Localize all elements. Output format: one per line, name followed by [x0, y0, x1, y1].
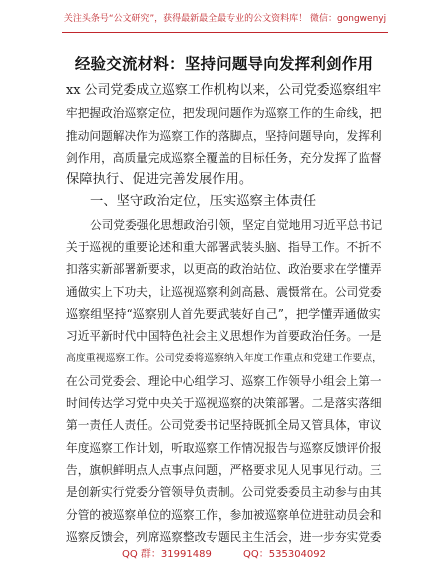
- header-banner: 关注头条号“公文研究”，获得最新最全最专业的公文资料库！ 微信：gongwenyj: [63, 14, 387, 24]
- section-heading: 一、坚守政治定位，压实巡察主体责任: [90, 194, 317, 210]
- body-line: 推动问题解决作为巡察工作的落脚点，坚持问题导向，发挥利: [66, 128, 382, 143]
- document-body: [66, 80, 384, 548]
- body-line: 扣落实新部署新要求，以更高的政治站位、政治要求在学懂弄: [66, 262, 382, 277]
- body-line: 在公司党委会、理论中心组学习、巡察工作领导小组会上第一: [66, 373, 382, 388]
- body-line: 牢把握政治巡察定位，把发现问题作为巡察工作的生命线，把: [66, 106, 382, 121]
- body-line: 巡察反馈会，列席巡察整改专题民主生活会，进一步夯实党委: [66, 529, 382, 544]
- body-line: 高度重视巡察工作。公司党委将巡察纳入年度工作重点和党建工作要点，: [66, 352, 383, 364]
- body-line: 关于巡视的重要论述和重大部署武装头脑、指导工作。不折不: [66, 240, 382, 255]
- body-line: 时间传达学习党中央关于巡视巡察的决策部署。二是落实落细: [66, 396, 382, 411]
- body-line: 是创新实行党委分管领导负责制。公司党委委员主动参与由其: [66, 485, 382, 500]
- page-footer: [0, 545, 448, 560]
- body-line: xx 公司党委成立巡察工作机构以来，公司党委巡察组牢: [66, 83, 382, 98]
- body-line: 保障执行、促进完善发展作用。: [66, 172, 253, 188]
- body-line: 通做实上下功夫，让巡视巡察利剑高悬、震慑常在。公司党委: [66, 284, 382, 299]
- header-divider: [62, 32, 388, 33]
- document-title: 经验交流材料：坚持问题导向发挥利剑作用: [74, 55, 374, 73]
- body-line: 年度巡察工作计划，听取巡察工作情况报告与巡察反馈评价报: [66, 440, 382, 455]
- body-line: 剑作用，高质量完成巡察全覆盖的目标任务，充分发挥了监督: [66, 150, 382, 165]
- body-line: 公司党委强化思想政治引领，坚定自觉地用习近平总书记: [90, 217, 383, 232]
- footer-qq: QQ：535304092: [243, 549, 327, 560]
- body-line: 分管的被巡察单位的巡察工作，参加被巡察单位进驻动员会和: [66, 507, 382, 522]
- footer-qq-group: QQ 群：31991489: [121, 549, 212, 560]
- body-line: 巡察组坚持“巡察别人首先要武装好自己”，把学懂弄通做实: [66, 306, 381, 321]
- body-line: 习近平新时代中国特色社会主义思想作为首要政治任务。一是: [66, 329, 382, 344]
- body-line: 第一责任人责任。公司党委书记坚持既抓全局又管具体，审议: [66, 418, 382, 433]
- body-line: 告，旗帜鲜明点人点事点问题，严格要求见人见事见行动。三: [66, 463, 382, 478]
